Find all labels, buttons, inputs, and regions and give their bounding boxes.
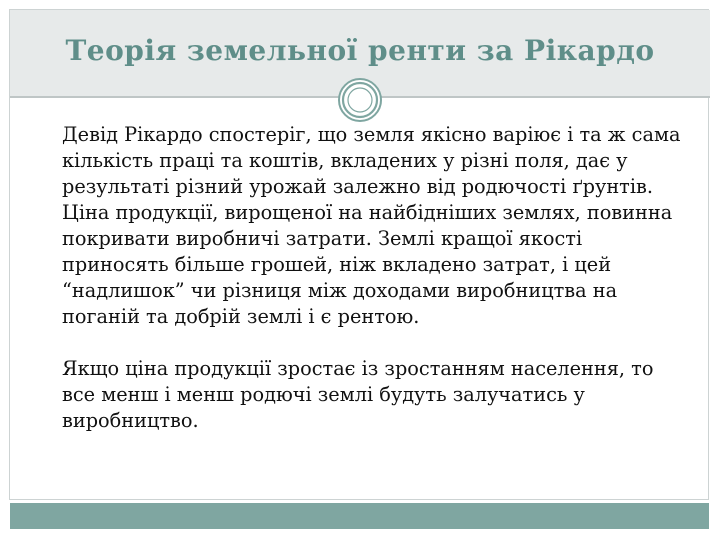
bottom-accent-bar — [10, 503, 709, 529]
slide-title: Теорія земельної ренти за Рікардо — [65, 34, 655, 67]
paragraph-3: Якщо ціна продукції зростає із зростанням населення, то все менш і менш родючі землі будуть залучатись у виробництво. — [62, 357, 654, 432]
slide-body — [62, 122, 682, 434]
paragraph-2: Ціна продукції, вирощеної на найбідніших землях, повинна покривати виробничі затрати. Землі кращої якості приносять більше грошей, ніж вкладено затрат, і цей “надлишок” чи різниця між доходами виробництва на поганій та добрій землі і є рентою. — [62, 201, 673, 328]
circle-ornament-icon — [338, 78, 382, 122]
paragraph-1: Девід Рікардо спостеріг, що земля якісно варіює і та ж сама кількість праці та коштів, вкладених у різні поля, дає у результаті різний урожай залежно від родючості ґрунтів. — [62, 123, 681, 198]
